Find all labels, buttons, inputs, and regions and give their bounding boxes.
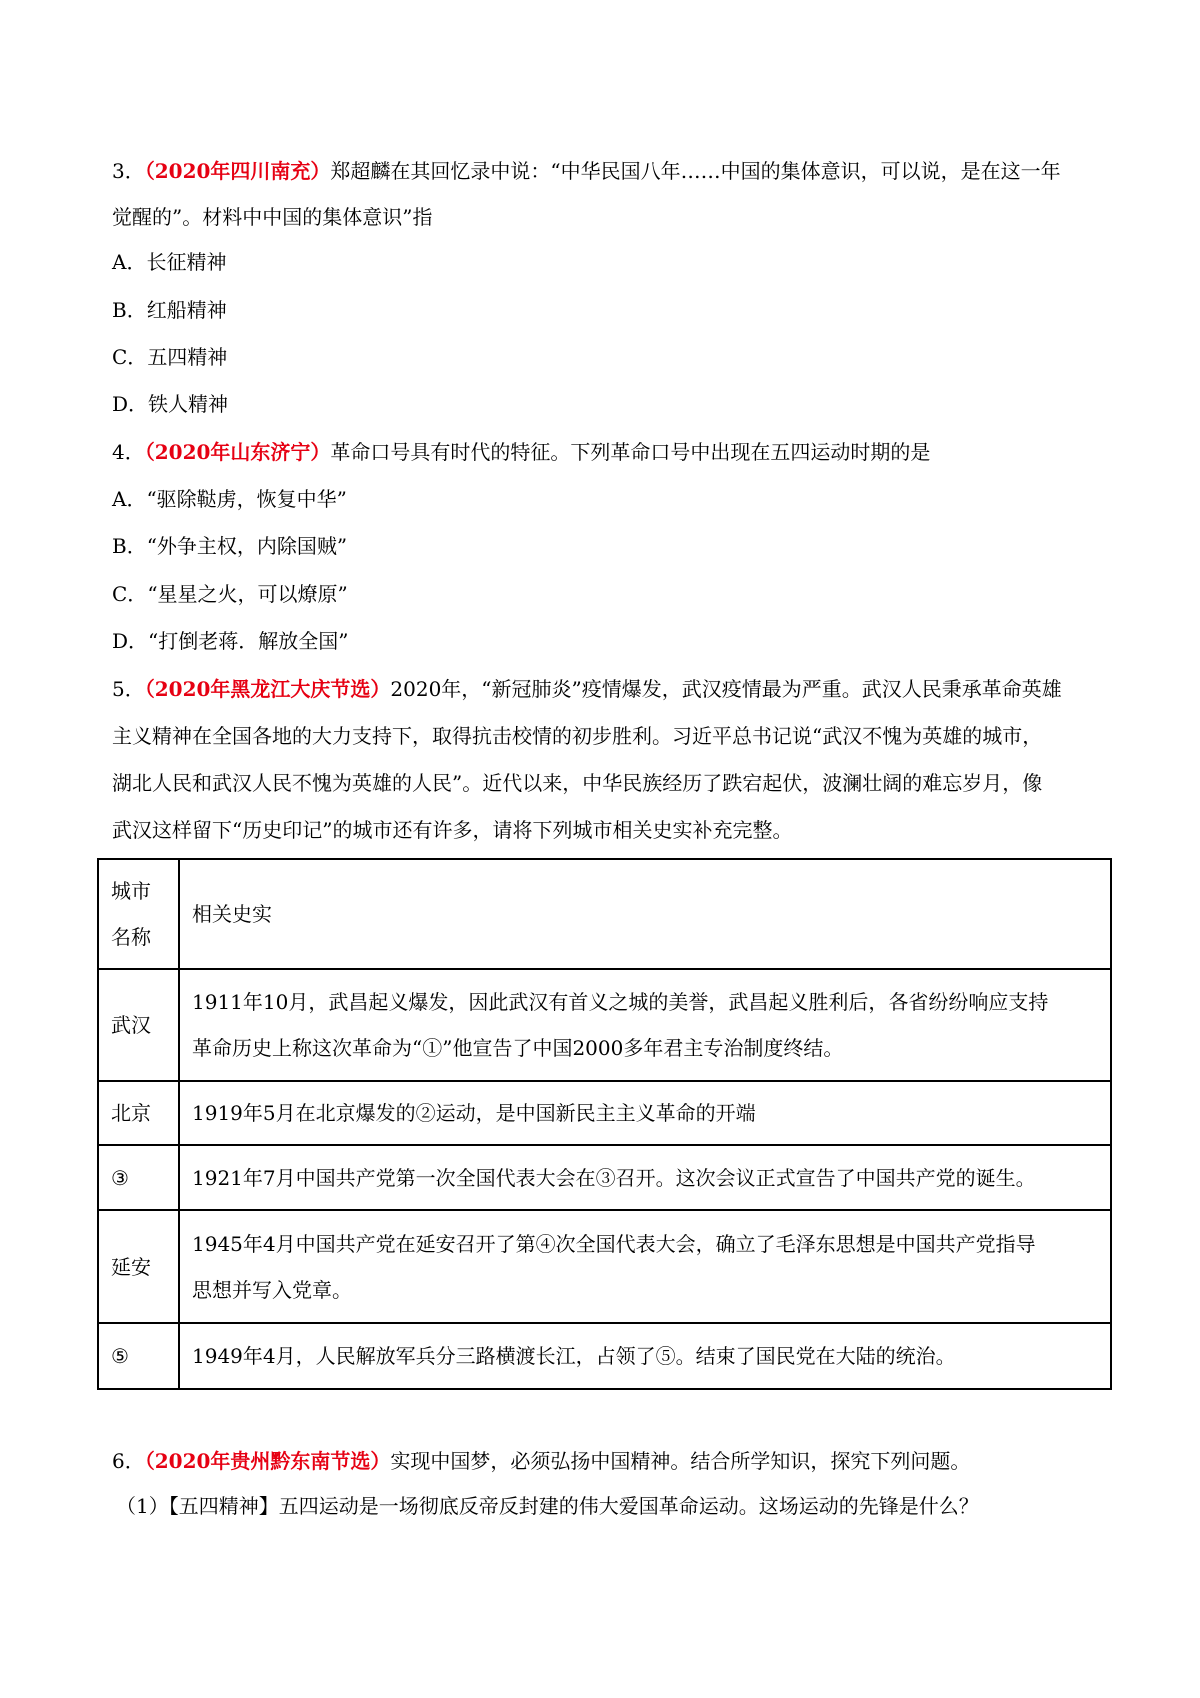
q5-stem-line2: 主义精神在全国各地的大力支持下，取得抗击校情的初步胜利。习近平总书记说“武汉不愧为英雄的城市， [112, 724, 1043, 748]
q3-stem-line1 [112, 157, 1061, 185]
table-row [98, 1323, 1111, 1389]
q4-stem-text: 革命口号具有时代的特征。下列革命口号中出现在五四运动时期的是 [330, 440, 931, 464]
q5-source: （2020年黑龙江大庆节选） [144, 677, 391, 701]
table-cell-fact: 1911年10月，武昌起义爆发，因此武汉有首义之城的美誉，武昌起义胜利后，各省纷纷响应支持 革命历史上称这次革命为“①”他宣告了中国2000多年君主专治制度终结。 [179, 969, 1111, 1081]
q4-stem-line [112, 438, 930, 466]
table-cell-city: 武汉 [98, 969, 179, 1081]
table-cell-fact: 1949年4月，人民解放军兵分三路横渡长江，占领了⑤。结束了国民党在大陆的统治。 [179, 1323, 1111, 1389]
q3-option-b: B．红船精神 [112, 298, 227, 322]
q4-option-c: C．“星星之火，可以燎原” [112, 582, 348, 606]
q6-sub-question-1: （1）【五四精神】五四运动是一场彻底反帝反封建的伟大爱国革命运动。这场运动的先锋是什么？ [116, 1494, 979, 1518]
table-header-row [98, 859, 1111, 969]
table-cell-city: 延安 [98, 1210, 179, 1323]
table-cell-fact: 1945年4月中国共产党在延安召开了第④次全国代表大会，确立了毛泽东思想是中国共产党指导 思想并写入党章。 [179, 1210, 1111, 1323]
q3-option-a: A．长征精神 [112, 250, 227, 274]
table-cell-city: ⑤ [98, 1323, 179, 1389]
q5-stem-line3: 湖北人民和武汉人民不愧为英雄的人民”。近代以来，中华民族经历了跌宕起伏，波澜壮阔的难忘岁月，像 [112, 771, 1043, 795]
table-cell-city: ③ [98, 1145, 179, 1210]
q6-source: （2020年贵州黔东南节选） [144, 1449, 391, 1473]
q5-stem-text1: 2020年，“新冠肺炎”疫情爆发，武汉疫情最为严重。武汉人民秉承革命英雄 [390, 677, 1062, 701]
q3-stem-line2: 觉醒的”。材料中中国的集体意识”指 [112, 205, 433, 229]
q6-stem-text: 实现中国梦，必须弘扬中国精神。结合所学知识，探究下列问题。 [390, 1449, 971, 1473]
q3-number: 3． [112, 159, 145, 183]
table-row [98, 1145, 1111, 1210]
q5-number: 5． [112, 677, 145, 701]
table-cell-fact: 1919年5月在北京爆发的②运动，是中国新民主主义革命的开端 [179, 1081, 1111, 1145]
history-facts-table [97, 858, 1112, 1390]
q4-option-a: A．“驱除鞑虏，恢复中华” [112, 487, 347, 511]
header-city-name: 城市 名称 [98, 859, 179, 969]
q6-number: 6． [112, 1449, 145, 1473]
q3-source: （2020年四川南充） [144, 159, 331, 183]
table-cell-city: 北京 [98, 1081, 179, 1145]
q3-option-d: D．铁人精神 [112, 392, 229, 416]
q4-source: （2020年山东济宁） [144, 440, 331, 464]
header-related-facts: 相关史实 [179, 859, 1111, 969]
q4-number: 4． [112, 440, 145, 464]
q5-stem-line4: 武汉这样留下“历史印记”的城市还有许多，请将下列城市相关史实补充完整。 [112, 818, 793, 842]
table-cell-fact: 1921年7月中国共产党第一次全国代表大会在③召开。这次会议正式宣告了中国共产党的诞生。 [179, 1145, 1111, 1210]
q4-option-d: D．“打倒老蒋．解放全国” [112, 629, 349, 653]
q3-option-c: C．五四精神 [112, 345, 228, 369]
table-row [98, 969, 1111, 1081]
q5-stem-line1 [112, 675, 1062, 703]
table-row [98, 1081, 1111, 1145]
q6-stem-line [112, 1447, 970, 1475]
q3-stem-text1: 郑超麟在其回忆录中说：“中华民国八年……中国的集体意识，可以说，是在这一年 [330, 159, 1061, 183]
table-row [98, 1210, 1111, 1323]
q4-option-b: B．“外争主权，内除国贼” [112, 534, 348, 558]
